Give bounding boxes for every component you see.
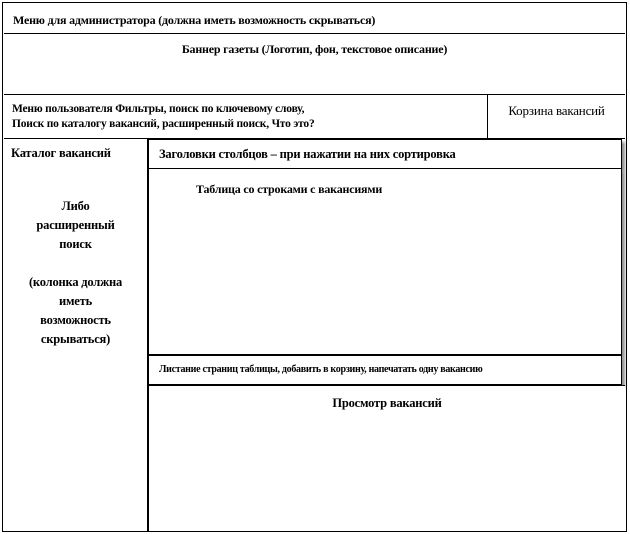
catalog-line-5: иметь [58, 294, 92, 308]
catalog-line-3: поиск [59, 237, 92, 251]
vacancy-table-block [148, 169, 622, 355]
vacancy-viewer-block [148, 385, 625, 532]
column-headers-label: Заголовки столбцов – при нажатии на них сортировка [159, 147, 456, 161]
vacancy-table-label: Таблица со строками с вакансиями [196, 182, 383, 196]
viewer-label: Просмотр вакансий [332, 396, 442, 410]
user-menu-line-2: Поиск по каталогу вакансий, расширенный поиск, Что это? [12, 118, 315, 130]
admin-menu-label: Меню для администратора (должна иметь возможность скрываться) [13, 13, 376, 27]
bottom-divider [4, 531, 625, 532]
newspaper-banner-block [4, 34, 625, 95]
user-menu-text [12, 102, 315, 132]
user-menu-line-1: Меню пользователя Фильтры, поиск по ключевому слову, [12, 103, 305, 115]
vacancy-catalog-column [4, 139, 148, 532]
user-menu-block [4, 95, 488, 139]
catalog-line-6: возможность [40, 313, 111, 327]
cart-label: Корзина вакансий [508, 103, 605, 118]
paging-label: Листание страниц таблицы, добавить в корзину, напечатать одну вакансию [159, 364, 483, 375]
catalog-title: Каталог вакансий [11, 146, 111, 160]
catalog-line-2: расширенный [36, 218, 115, 232]
table-paging-block [148, 355, 622, 385]
catalog-line-1: Либо [61, 199, 90, 213]
catalog-line-7: скрываться) [40, 332, 111, 346]
banner-label: Баннер газеты (Логотип, фон, текстовое описание) [181, 42, 448, 56]
column-headers-block [148, 139, 622, 169]
catalog-description [8, 197, 143, 349]
vacancy-cart-block [488, 95, 625, 139]
catalog-line-4: (колонка должна [28, 275, 123, 289]
admin-menu-block [4, 4, 625, 34]
